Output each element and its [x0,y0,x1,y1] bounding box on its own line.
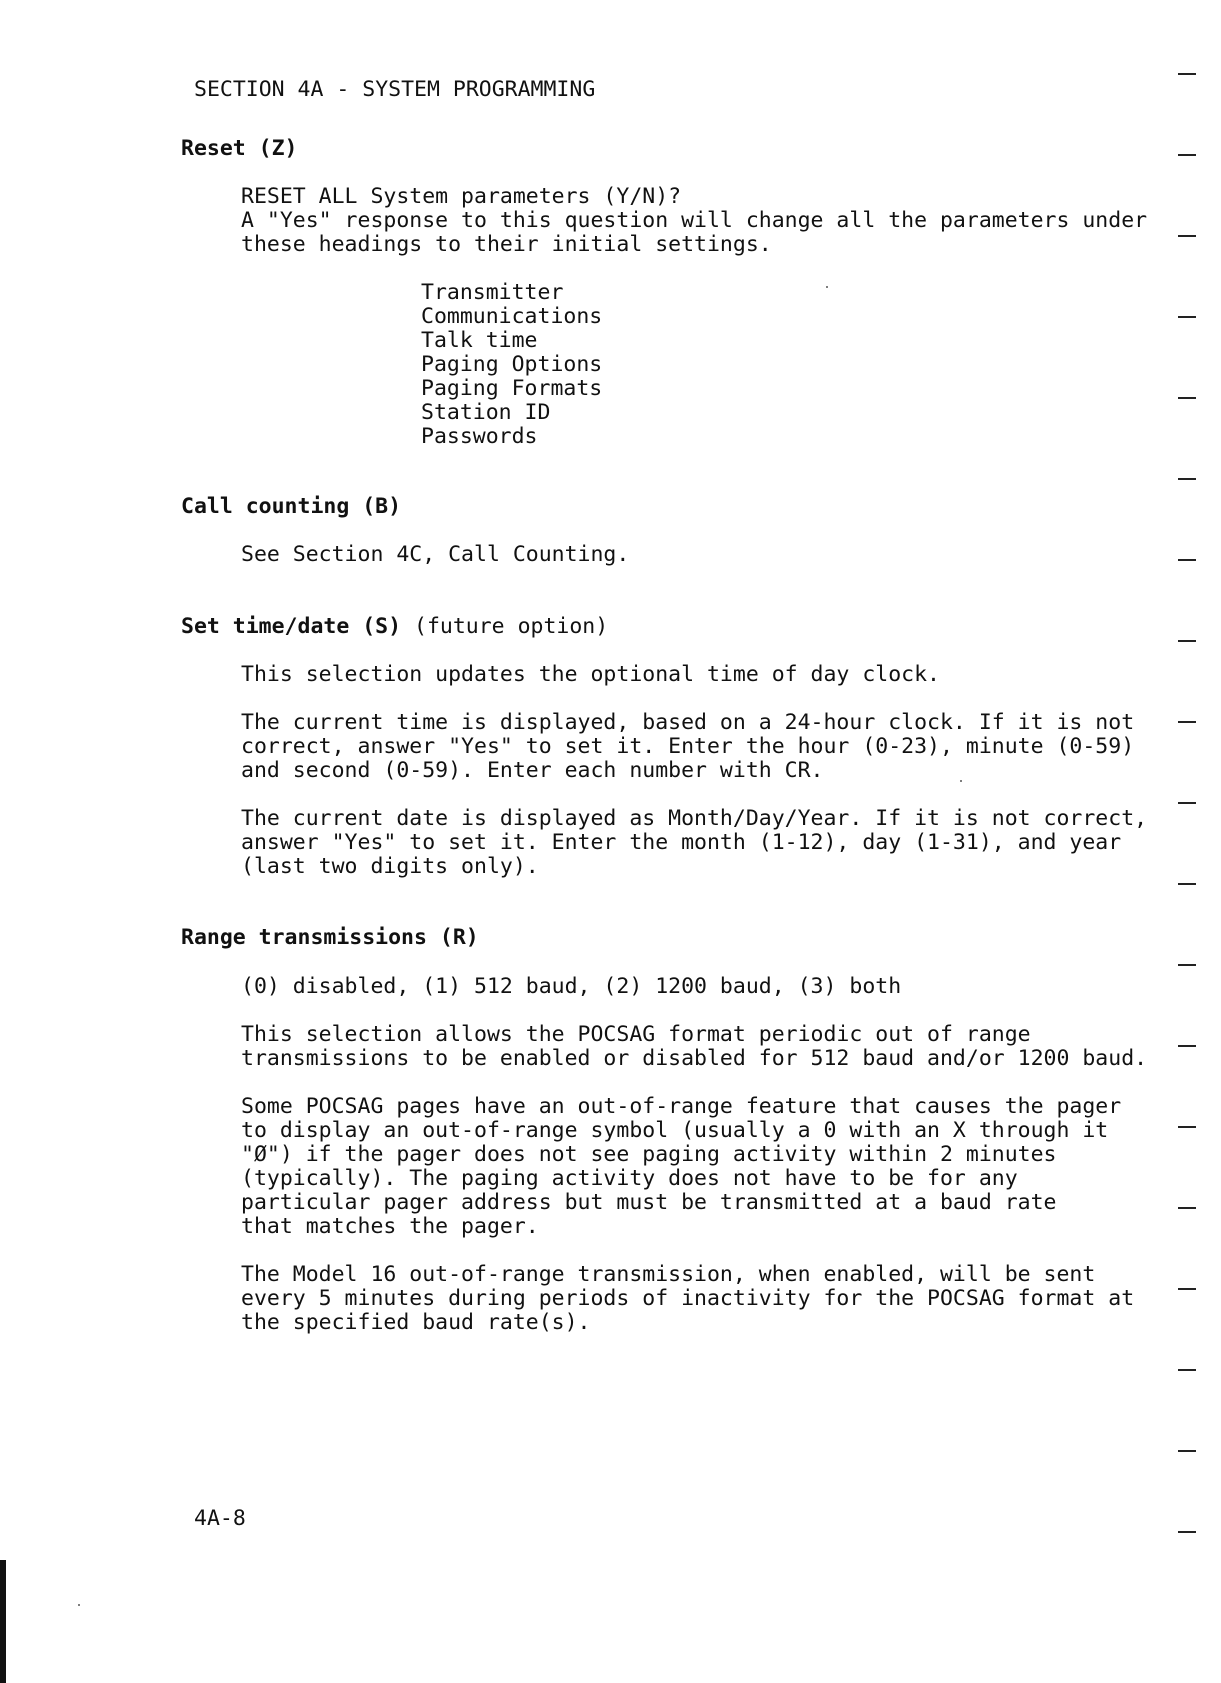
reset-item-transmitter: Transmitter [421,280,564,305]
heading-range-transmissions: Range transmissions (R) [181,925,479,950]
range-p2-line-1: This selection allows the POCSAG format periodic out of range [241,1022,1031,1047]
set-time-p3-line-3: (last two digits only). [241,854,539,879]
range-p3-line-2: to display an out-of-range symbol (usually a 0 with an X through it [241,1118,1109,1143]
section-header: SECTION 4A - SYSTEM PROGRAMMING [194,77,596,102]
set-time-p2-line-1: The current time is displayed, based on a 24-hour clock. If it is not [241,710,1135,735]
page-number: 4A-8 [194,1506,246,1531]
margin-tick [1178,1369,1196,1371]
margin-tick [1178,1450,1196,1452]
set-time-p1-line-1: This selection updates the optional time of day clock. [241,662,940,687]
margin-tick [1178,397,1196,399]
range-p4-line-3: the specified baud rate(s). [241,1310,591,1335]
heading-reset: Reset (Z) [181,136,298,161]
margin-tick [1178,721,1196,723]
set-time-heading-note: (future option) [414,614,609,639]
reset-line-2: A "Yes" response to this question will change all the parameters under [241,208,1148,233]
margin-tick [1178,1045,1196,1047]
heading-call-counting: Call counting (B) [181,494,402,519]
set-time-p2-line-2: correct, answer "Yes" to set it. Enter the hour (0-23), minute (0-59) [241,734,1135,759]
margin-tick [1178,640,1196,642]
reset-item-paging-formats: Paging Formats [421,376,603,401]
range-p3-line-6: that matches the pager. [241,1214,539,1239]
margin-tick [1178,316,1196,318]
margin-tick [1178,154,1196,156]
range-p3-line-1: Some POCSAG pages have an out-of-range feature that causes the pager [241,1094,1122,1119]
margin-tick [1178,478,1196,480]
range-p1-line-1: (0) disabled, (1) 512 baud, (2) 1200 baud, (3) both [241,974,902,999]
margin-tick [1178,883,1196,885]
margin-tick [1178,73,1196,75]
reset-item-communications: Communications [421,304,603,329]
set-time-p3-line-2: answer "Yes" to set it. Enter the month (1-12), day (1-31), and year [241,830,1122,855]
margin-tick [1178,1531,1196,1533]
set-time-heading-text: Set time/date (S) [181,614,402,639]
reset-item-paging-options: Paging Options [421,352,603,377]
scan-speck [78,1604,80,1606]
reset-line-1: RESET ALL System parameters (Y/N)? [241,184,682,209]
scan-speck [960,780,962,782]
call-counting-line-1: See Section 4C, Call Counting. [241,542,630,567]
margin-tick [1178,802,1196,804]
margin-tick [1178,235,1196,237]
reset-item-station-id: Station ID [421,400,551,425]
scan-speck [826,286,828,288]
margin-tick [1178,1288,1196,1290]
range-p2-line-2: transmissions to be enabled or disabled for 512 baud and/or 1200 baud. [241,1046,1148,1071]
set-time-p3-line-1: The current date is displayed as Month/Day/Year. If it is not correct, [241,806,1148,831]
binding-edge [0,1560,6,1683]
reset-line-3: these headings to their initial settings. [241,232,772,257]
reset-item-talk-time: Talk time [421,328,538,353]
range-p4-line-1: The Model 16 out-of-range transmission, when enabled, will be sent [241,1262,1096,1287]
range-p4-line-2: every 5 minutes during periods of inactivity for the POCSAG format at [241,1286,1135,1311]
margin-tick [1178,559,1196,561]
range-p3-line-4: (typically). The paging activity does not have to be for any [241,1166,1018,1191]
range-p3-line-3: "Ø") if the pager does not see paging activity within 2 minutes [241,1142,1057,1167]
range-p3-line-5: particular pager address but must be transmitted at a baud rate [241,1190,1057,1215]
reset-item-passwords: Passwords [421,424,538,449]
margin-tick [1178,964,1196,966]
set-time-p2-line-3: and second (0-59). Enter each number with CR. [241,758,824,783]
margin-tick [1178,1207,1196,1209]
heading-set-time-date [181,615,608,639]
margin-tick [1178,1126,1196,1128]
